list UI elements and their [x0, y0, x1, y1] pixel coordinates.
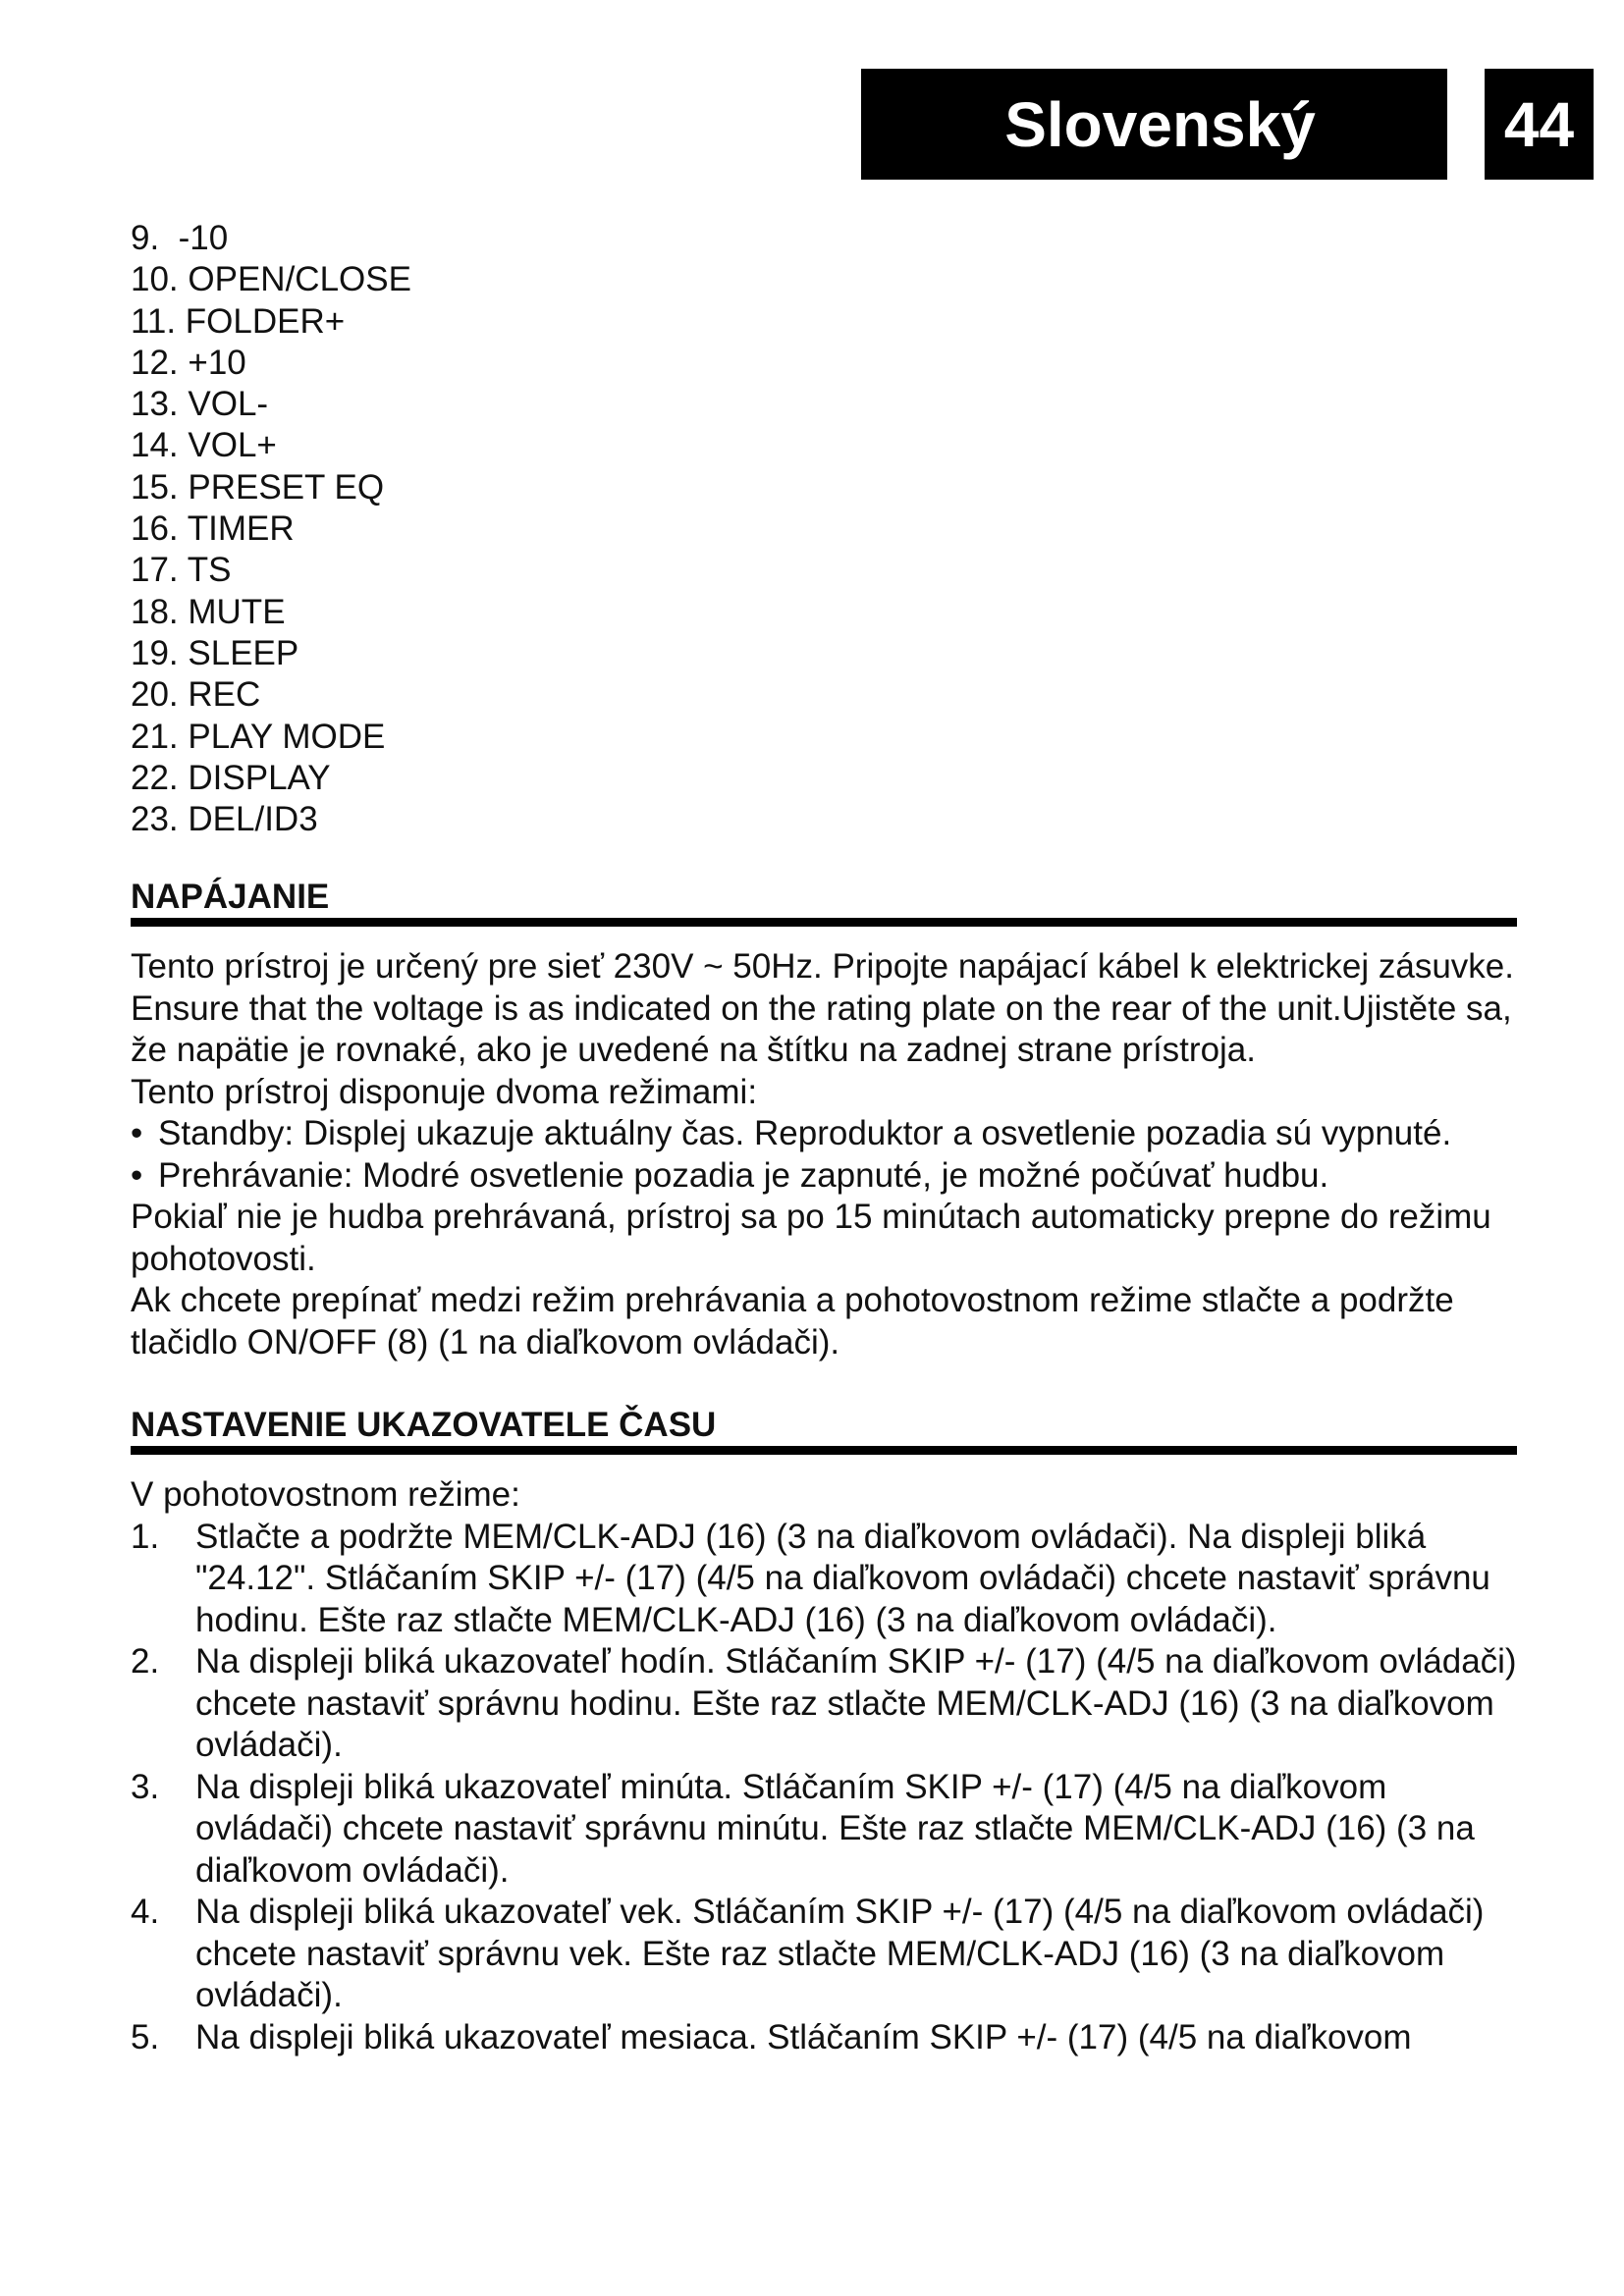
- bullet-marker: •: [131, 1155, 143, 1195]
- power-paragraph: Tento prístroj je určený pre sieť 230V ~ 50Hz. Pripojte napájací kábel k elektrickej zásuvke. Ensure that the voltage is as indicated on the rating plate on the rear of the unit.Ujistěte sa, že napätie je rovnaké, ako je uvedené na štítku na zadnej strane prístroja.: [131, 947, 1514, 1070]
- switch-mode-paragraph: Ak chcete prepínať medzi režim prehrávania a pohotovostnom režime stlačte a podržte tlačidlo ON/OFF (8) (1 na diaľkovom ovládači).: [131, 1281, 1454, 1362]
- list-item: 17. TS: [131, 551, 232, 590]
- step-item: [131, 1892, 1517, 2017]
- step-text: Na displeji bliká ukazovateľ vek. Stláčaním SKIP +/- (17) (4/5 na diaľkovom ovládači) chcete nastaviť správnu vek. Ešte raz stlačte MEM/CLK-ADJ (16) (3 na diaľkovom ovládači).: [195, 1893, 1485, 2015]
- modes-intro: Tento prístroj disponuje dvoma režimami:: [131, 1072, 758, 1111]
- power-section-body: [131, 946, 1517, 1363]
- section-title-power: NAPÁJANIE: [131, 879, 1517, 927]
- page-number: 44: [1485, 69, 1594, 180]
- list-item: 16. TIMER: [131, 509, 295, 549]
- step-item: [131, 2017, 1517, 2059]
- list-item: 18. MUTE: [131, 592, 286, 631]
- bullet-text: Prehrávanie: Modré osvetlenie pozadia je zapnuté, je možné počúvať hudbu.: [158, 1155, 1329, 1195]
- step-text: Na displeji bliká ukazovateľ minúta. Stláčaním SKIP +/- (17) (4/5 na diaľkovom ovládači) chcete nastaviť správnu minútu. Ešte raz stlačte MEM/CLK-ADJ (16) (3 na diaľkovom ovládači).: [195, 1767, 1475, 1890]
- clock-intro: V pohotovostnom režime:: [131, 1475, 520, 1515]
- step-text: Na displeji bliká ukazovateľ mesiaca. Stláčaním SKIP +/- (17) (4/5 na diaľkovom: [195, 2017, 1412, 2056]
- step-number: 4.: [131, 1893, 160, 1932]
- step-number: 1.: [131, 1517, 160, 1556]
- list-item: 11. FOLDER+: [131, 301, 346, 341]
- page-content: [131, 218, 1517, 2058]
- step-item: [131, 1517, 1517, 1642]
- list-item: 14. VOL+: [131, 426, 277, 465]
- list-item: 22. DISPLAY: [131, 758, 331, 797]
- list-item: 21. PLAY MODE: [131, 717, 386, 756]
- list-item: 9. -10: [131, 219, 229, 257]
- bullet-marker: •: [131, 1114, 143, 1153]
- step-number: 3.: [131, 1767, 160, 1806]
- list-item: 23. DEL/ID3: [131, 800, 318, 839]
- list-item: 12. +10: [131, 343, 246, 382]
- list-item: 15. PRESET EQ: [131, 467, 385, 507]
- step-item: [131, 1641, 1517, 1767]
- list-item: 13. VOL-: [131, 385, 269, 424]
- step-text: Stlačte a podržte MEM/CLK-ADJ (16) (3 na diaľkovom ovládači). Na displeji bliká "24.12". Stláčaním SKIP +/- (17) (4/5 na diaľkovom ovládači) chcete nastaviť správnu hodinu. Ešte raz stlačte MEM/CLK-ADJ (16) (3 na diaľkovom ovládači).: [195, 1517, 1490, 1639]
- step-number: 5.: [131, 2017, 160, 2056]
- step-text: Na displeji bliká ukazovateľ hodín. Stláčaním SKIP +/- (17) (4/5 na diaľkovom ovládači) chcete nastaviť správnu hodinu. Ešte raz stlačte MEM/CLK-ADJ (16) (3 na diaľkovom ovládači).: [195, 1642, 1517, 1765]
- language-header: Slovenský: [861, 69, 1447, 180]
- auto-standby-paragraph: Pokiaľ nie je hudba prehrávaná, prístroj sa po 15 minútach automaticky prepne do režimu pohotovosti.: [131, 1198, 1491, 1278]
- list-item: 19. SLEEP: [131, 633, 299, 672]
- step-number: 2.: [131, 1642, 160, 1682]
- clock-steps: [131, 1517, 1517, 2059]
- list-item: 10. OPEN/CLOSE: [131, 260, 411, 299]
- step-item: [131, 1767, 1517, 1893]
- key-list: [131, 218, 1517, 840]
- bullet-text: Standby: Displej ukazuje aktuálny čas. Reproduktor a osvetlenie pozadia sú vypnuté.: [158, 1114, 1452, 1153]
- section-title-clock: NASTAVENIE UKAZOVATELE ČASU: [131, 1407, 1517, 1455]
- bullet-standby: [131, 1113, 1517, 1155]
- bullet-playback: [131, 1155, 1517, 1198]
- list-item: 20. REC: [131, 675, 261, 715]
- clock-section-body: [131, 1474, 1517, 2058]
